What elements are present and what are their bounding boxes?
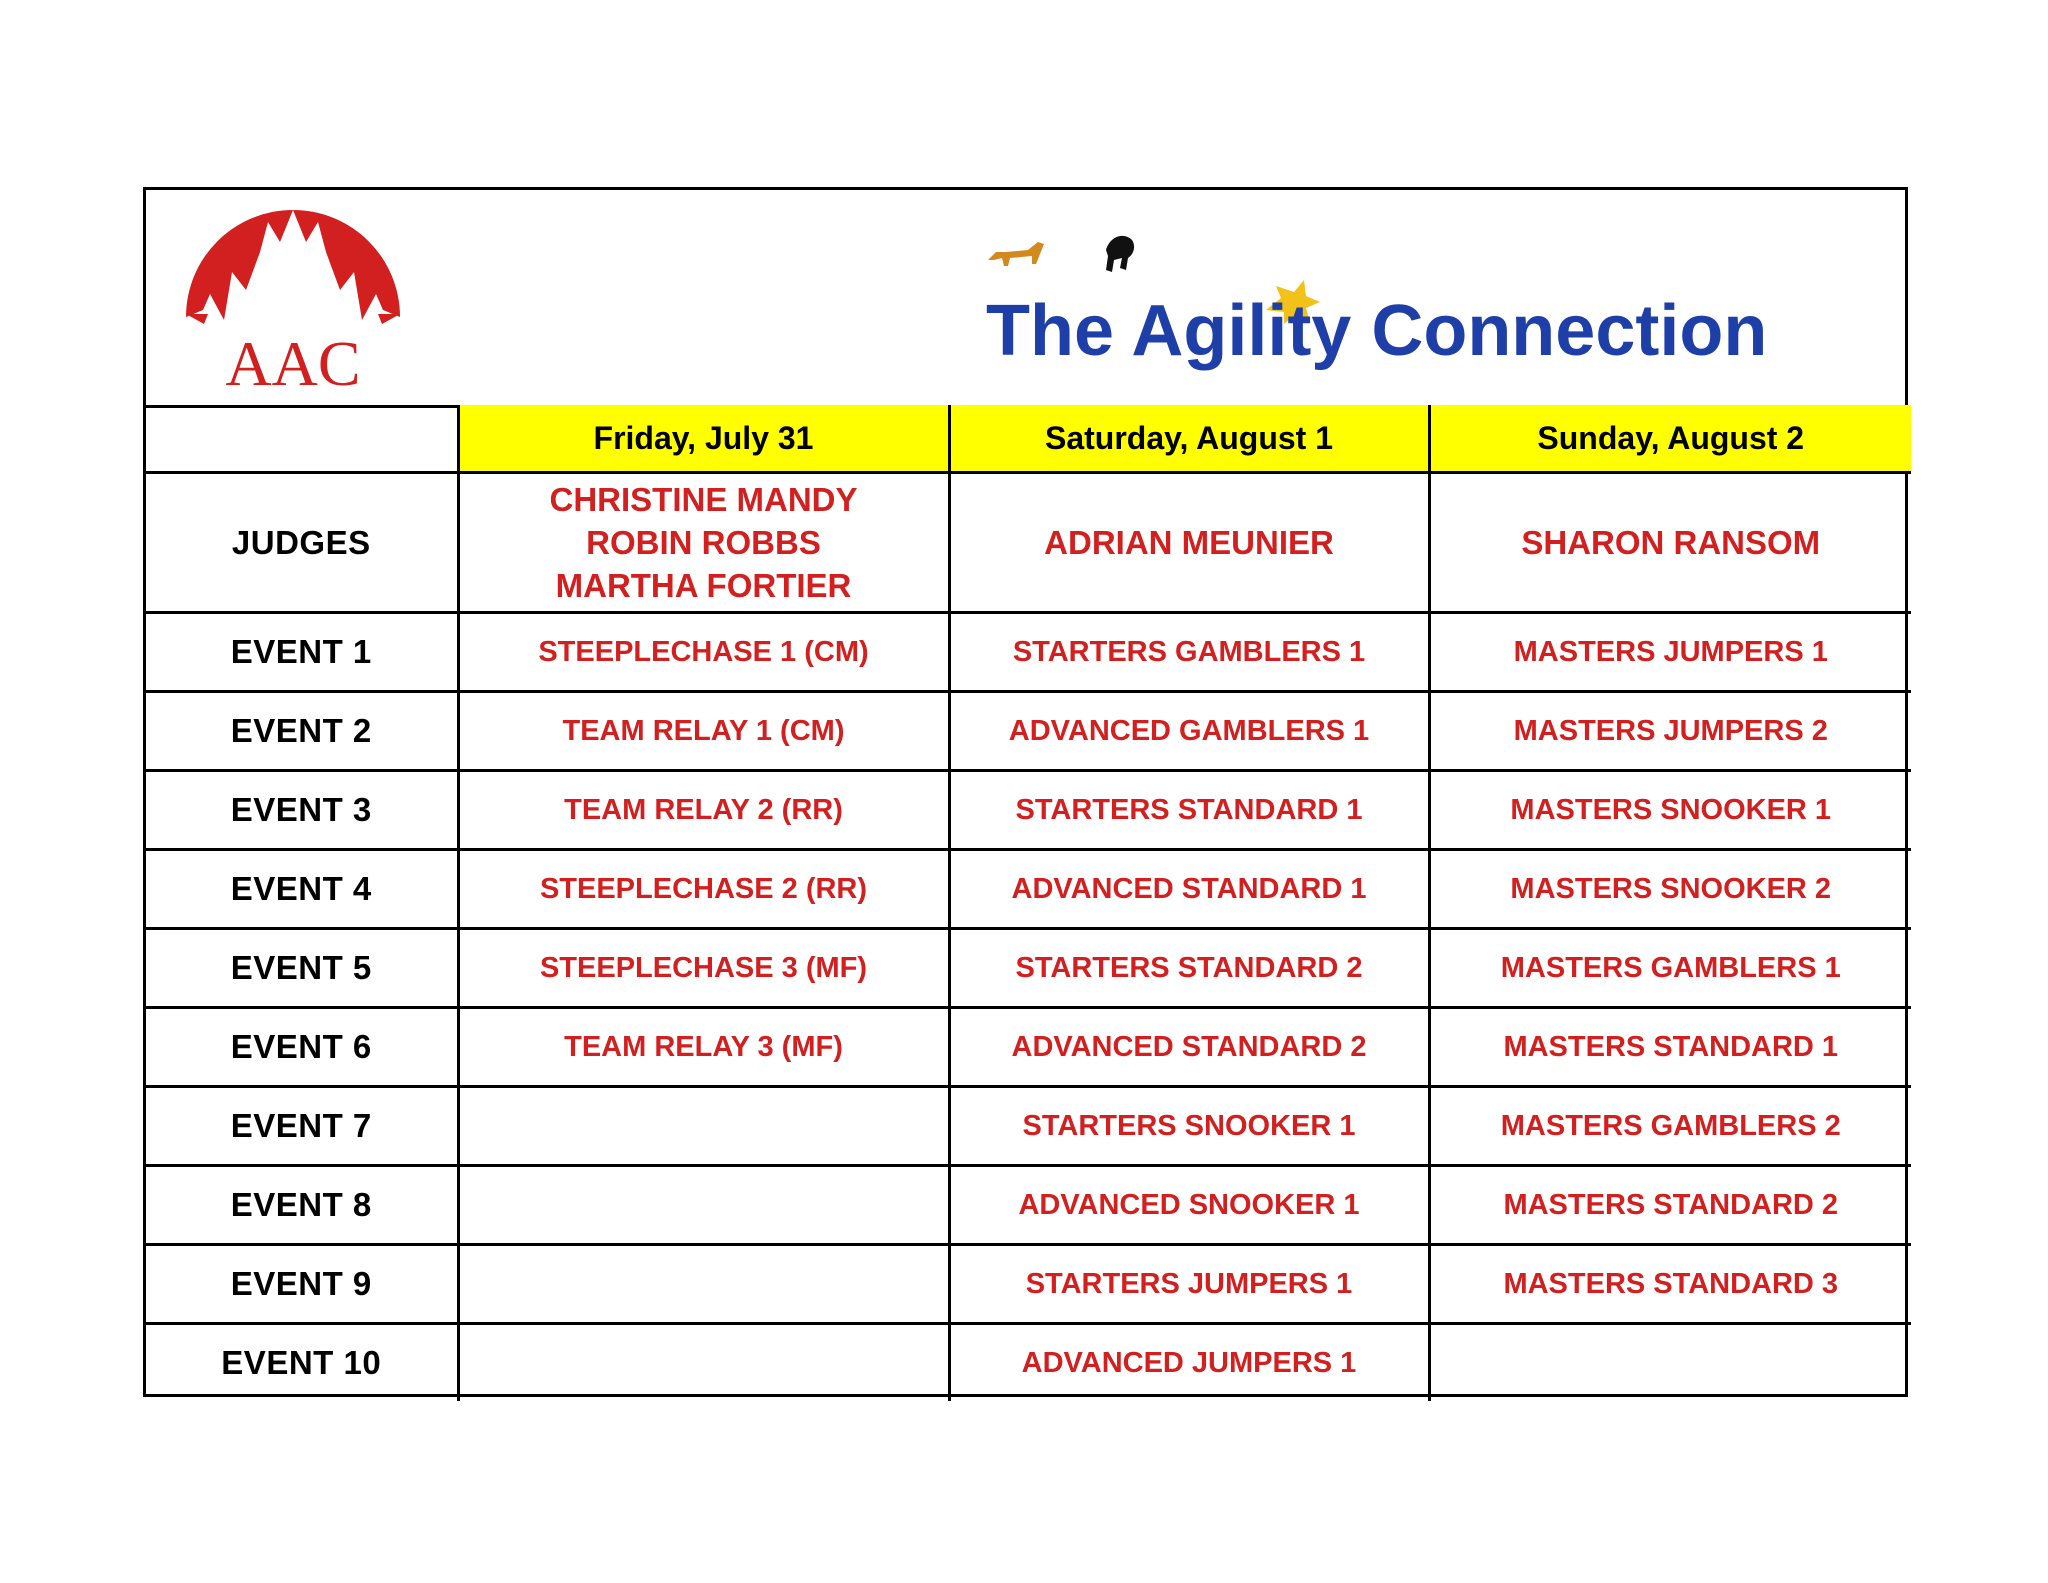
- event-saturday: ADVANCED SNOOKER 1: [949, 1166, 1429, 1245]
- event-row: [146, 1324, 1911, 1402]
- judge-name: SHARON RANSOM: [1521, 524, 1821, 561]
- day-header-sunday: Sunday, August 2: [1429, 405, 1911, 473]
- agility-connection-wordmark: The Agility Connection: [986, 291, 1768, 371]
- day-header-row: [146, 405, 1911, 473]
- event-friday: TEAM RELAY 1 (CM): [458, 692, 949, 771]
- event-sunday: MASTERS STANDARD 3: [1429, 1245, 1911, 1324]
- event-label: EVENT 5: [146, 929, 458, 1008]
- event-label: EVENT 6: [146, 1008, 458, 1087]
- event-saturday: STARTERS STANDARD 2: [949, 929, 1429, 1008]
- event-row: [146, 613, 1911, 692]
- event-friday: [458, 1324, 949, 1402]
- event-label: EVENT 9: [146, 1245, 458, 1324]
- schedule-sheet: [143, 187, 1908, 1397]
- judges-sunday: [1429, 473, 1911, 613]
- event-label: EVENT 2: [146, 692, 458, 771]
- event-row: [146, 929, 1911, 1008]
- event-friday: [458, 1166, 949, 1245]
- event-label: EVENT 1: [146, 613, 458, 692]
- event-saturday: STARTERS JUMPERS 1: [949, 1245, 1429, 1324]
- event-friday: [458, 1245, 949, 1324]
- event-sunday: MASTERS SNOOKER 1: [1429, 771, 1911, 850]
- event-sunday: MASTERS JUMPERS 2: [1429, 692, 1911, 771]
- event-saturday: ADVANCED JUMPERS 1: [949, 1324, 1429, 1402]
- day-header-saturday: Saturday, August 1: [949, 405, 1429, 473]
- event-sunday: MASTERS STANDARD 2: [1429, 1166, 1911, 1245]
- event-row: [146, 692, 1911, 771]
- logo-header: [146, 190, 1905, 408]
- agility-connection-logo: [976, 230, 1768, 371]
- event-row: [146, 1087, 1911, 1166]
- event-saturday: STARTERS STANDARD 1: [949, 771, 1429, 850]
- event-row: [146, 1245, 1911, 1324]
- event-saturday: ADVANCED STANDARD 2: [949, 1008, 1429, 1087]
- event-friday: [458, 1087, 949, 1166]
- event-friday: TEAM RELAY 2 (RR): [458, 771, 949, 850]
- judges-friday: [458, 473, 949, 613]
- event-row: [146, 1008, 1911, 1087]
- event-friday: STEEPLECHASE 1 (CM): [458, 613, 949, 692]
- event-sunday: MASTERS GAMBLERS 2: [1429, 1087, 1911, 1166]
- judges-row: [146, 473, 1911, 613]
- event-saturday: STARTERS SNOOKER 1: [949, 1087, 1429, 1166]
- aac-wordmark: AAC: [225, 328, 361, 399]
- corner-cell: [146, 405, 458, 473]
- event-label: EVENT 3: [146, 771, 458, 850]
- judge-name: MARTHA FORTIER: [555, 567, 852, 604]
- schedule-table: [146, 405, 1911, 1401]
- event-row: [146, 850, 1911, 929]
- judge-name: ROBIN ROBBS: [586, 524, 821, 561]
- event-label: EVENT 7: [146, 1087, 458, 1166]
- event-row: [146, 1166, 1911, 1245]
- aac-logo: [178, 202, 408, 399]
- judge-name: CHRISTINE MANDY: [549, 481, 858, 518]
- judge-name: ADRIAN MEUNIER: [1044, 524, 1334, 561]
- event-friday: TEAM RELAY 3 (MF): [458, 1008, 949, 1087]
- event-saturday: STARTERS GAMBLERS 1: [949, 613, 1429, 692]
- judges-saturday: [949, 473, 1429, 613]
- event-sunday: MASTERS JUMPERS 1: [1429, 613, 1911, 692]
- event-sunday: MASTERS STANDARD 1: [1429, 1008, 1911, 1087]
- event-friday: STEEPLECHASE 2 (RR): [458, 850, 949, 929]
- event-label: EVENT 8: [146, 1166, 458, 1245]
- event-saturday: ADVANCED GAMBLERS 1: [949, 692, 1429, 771]
- event-row: [146, 771, 1911, 850]
- event-label: EVENT 4: [146, 850, 458, 929]
- event-friday: STEEPLECHASE 3 (MF): [458, 929, 949, 1008]
- event-sunday: [1429, 1324, 1911, 1402]
- judges-label: JUDGES: [146, 473, 458, 613]
- day-header-friday: Friday, July 31: [458, 405, 949, 473]
- event-saturday: ADVANCED STANDARD 1: [949, 850, 1429, 929]
- event-label: EVENT 10: [146, 1324, 458, 1402]
- event-sunday: MASTERS SNOOKER 2: [1429, 850, 1911, 929]
- event-sunday: MASTERS GAMBLERS 1: [1429, 929, 1911, 1008]
